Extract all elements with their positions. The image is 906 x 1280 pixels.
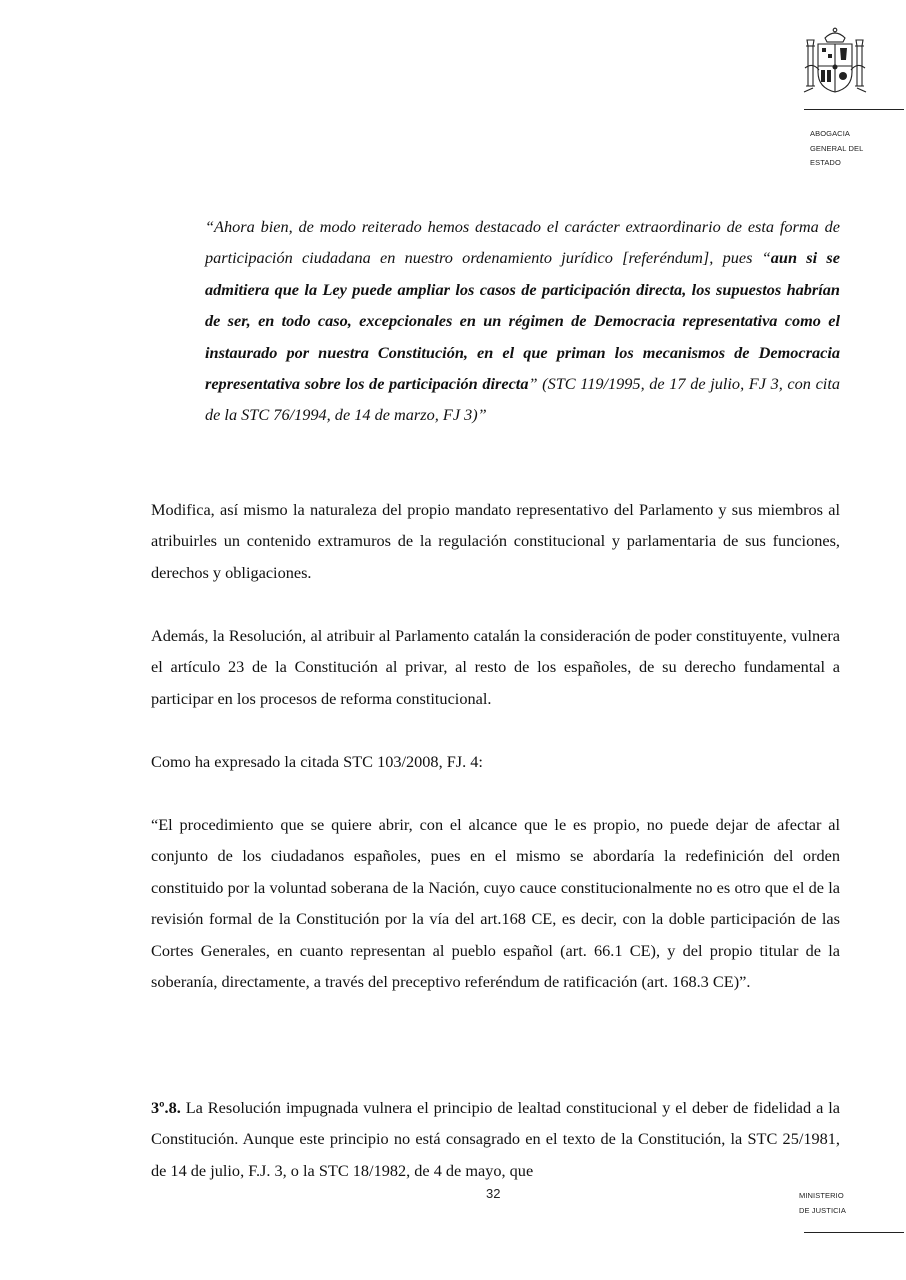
header-institution	[810, 127, 863, 171]
ministry-line: DE JUSTICIA	[799, 1205, 846, 1215]
ministry-line: MINISTERIO	[799, 1191, 844, 1200]
quoted-paragraph: “El procedimiento que se quiere abrir, con el alcance que le es propio, no puede dejar de afectar al conjunto de los ciudadanos españoles, pues en el mismo se abordaría la redefinición del orden constituido por la voluntad soberana de la Nación, cuyo cauce constitucionalmente no es otro que el de la revisión formal de la Constitución por la vía del art.168 CE, es decir, con la doble participación de las Cortes Generales, en cuanto representan al pueblo español (art. 66.1 CE), y del propio titular de la soberanía, directamente, a través del preceptivo referéndum de ratificación (art. 168.3 CE)”.	[151, 815, 840, 992]
page-number: 32	[486, 1186, 501, 1201]
coat-of-arms-logo	[803, 26, 867, 96]
section-number: 3º.8.	[151, 1098, 181, 1117]
institution-line: ESTADO	[810, 158, 841, 167]
quote-lead: “Ahora bien, de modo reiterado hemos destacado el carácter extraordinario de esta forma de participación ciudadana en nuestro ordenamiento jurídico [referéndum], pues “	[205, 217, 840, 268]
quote-block	[205, 211, 840, 431]
footer-divider	[804, 1232, 904, 1233]
quote-emphasis: aun si se admitiera que la Ley puede ampliar los casos de participación directa, los supuestos habrían de ser, en todo caso, excepcionales en un régimen de Democracia representativa como el instaurado por nuestra Constitución, en el que priman los mecanismos de Democracia representativa sobre los de participación directa	[205, 248, 840, 394]
institution-line: ABOGACIA	[810, 129, 850, 138]
section-paragraph	[151, 1092, 840, 1186]
quote-tail: ” (STC 119/1995, de 17 de julio, FJ 3, con cita de la STC 76/1994, de 14 de marzo, FJ 3)”	[205, 374, 840, 425]
section-text: La Resolución impugnada vulnera el principio de lealtad constitucional y el deber de fidelidad a la Constitución. Aunque este principio no está consagrado en el texto de la Constitución, la STC 25/1981, de 14 de julio, F.J. 3, o la STC 18/1982, de 4 de mayo, que	[151, 1098, 840, 1180]
institution-line: GENERAL DEL	[810, 143, 864, 153]
paragraph: Además, la Resolución, al atribuir al Parlamento catalán la consideración de poder constituyente, vulnera el artículo 23 de la Constitución al privar, al resto de los españoles, de su derecho fundamental a participar en los procesos de reforma constitucional.	[151, 626, 840, 708]
footer-ministry	[799, 1189, 846, 1218]
paragraph: Como ha expresado la citada STC 103/2008, FJ. 4:	[151, 752, 483, 771]
paragraph: Modifica, así mismo la naturaleza del propio mandato representativo del Parlamento y sus miembros al atribuirles un contenido extramuros de la regulación constitucional y parlamentaria de sus funciones, derechos y obligaciones.	[151, 500, 840, 582]
header-divider	[804, 109, 904, 110]
